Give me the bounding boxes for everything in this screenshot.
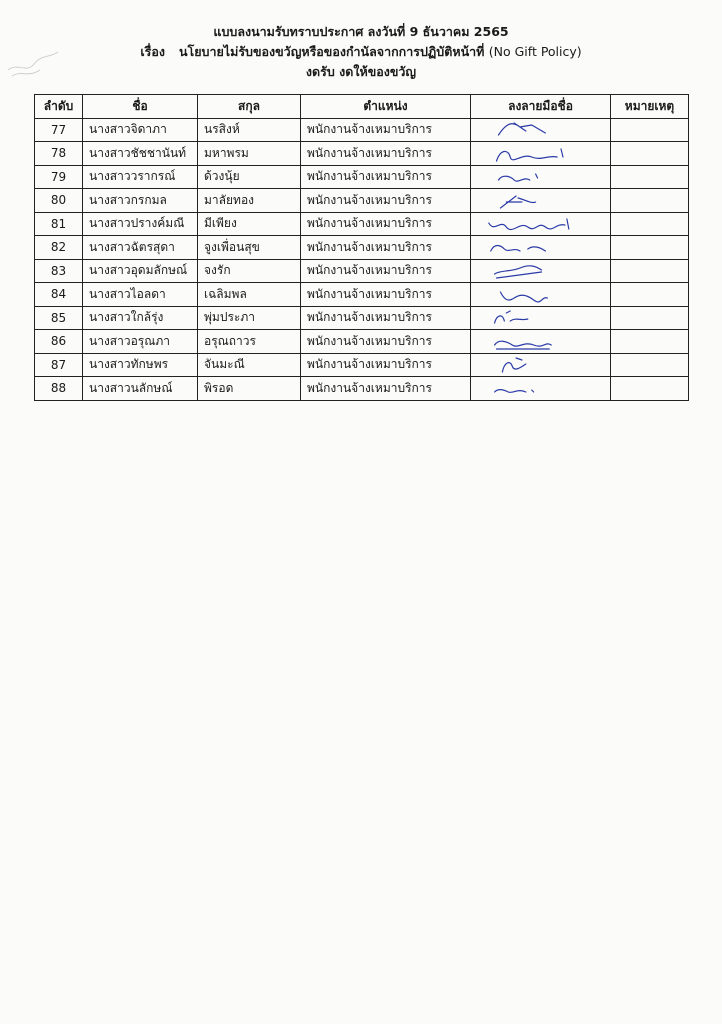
row-first-name: นางสาวไอลดา — [83, 283, 198, 307]
row-remarks — [611, 259, 689, 283]
row-position: พนักงานจ้างเหมาบริการ — [301, 353, 471, 377]
row-first-name: นางสาววรากรณ์ — [83, 165, 198, 189]
row-last-name: พิรอด — [198, 377, 301, 401]
row-number: 82 — [35, 236, 83, 260]
handwritten-signature — [477, 237, 604, 258]
handwritten-signature — [477, 166, 604, 187]
row-position: พนักงานจ้างเหมาบริการ — [301, 118, 471, 142]
row-last-name: จูงเพื่อนสุข — [198, 236, 301, 260]
signature-table — [34, 94, 689, 401]
table-row — [35, 189, 689, 213]
table-row — [35, 353, 689, 377]
row-first-name: นางสาวใกล้รุ่ง — [83, 306, 198, 330]
row-signature — [471, 259, 611, 283]
row-remarks — [611, 212, 689, 236]
document-header — [0, 22, 722, 82]
row-remarks — [611, 189, 689, 213]
row-number: 88 — [35, 377, 83, 401]
row-position: พนักงานจ้างเหมาบริการ — [301, 330, 471, 354]
row-first-name: นางสาวนลักษณ์ — [83, 377, 198, 401]
handwritten-signature — [477, 213, 604, 234]
row-remarks — [611, 283, 689, 307]
row-number: 84 — [35, 283, 83, 307]
table-row — [35, 118, 689, 142]
row-number: 86 — [35, 330, 83, 354]
table-row — [35, 212, 689, 236]
row-number: 83 — [35, 259, 83, 283]
row-first-name: นางสาวทักษพร — [83, 353, 198, 377]
row-first-name: นางสาวปรางค์มณี — [83, 212, 198, 236]
row-number: 87 — [35, 353, 83, 377]
row-number: 80 — [35, 189, 83, 213]
column-header-first-name: ชื่อ — [83, 95, 198, 119]
column-header-number: ลำดับ — [35, 95, 83, 119]
row-last-name: เฉลิมพล — [198, 283, 301, 307]
subject-label: เรื่อง — [140, 44, 165, 59]
row-remarks — [611, 306, 689, 330]
subject-text: นโยบายไม่รับของขวัญหรือของกำนัลจากการปฏิบัติหน้าที่ — [178, 44, 485, 59]
table-body — [35, 118, 689, 400]
row-position: พนักงานจ้างเหมาบริการ — [301, 306, 471, 330]
table-row — [35, 330, 689, 354]
row-remarks — [611, 377, 689, 401]
row-number: 78 — [35, 142, 83, 166]
table-header-row — [35, 95, 689, 119]
row-last-name: ด้วงนุ้ย — [198, 165, 301, 189]
column-header-remarks: หมายเหตุ — [611, 95, 689, 119]
row-position: พนักงานจ้างเหมาบริการ — [301, 259, 471, 283]
handwritten-signature — [477, 378, 604, 399]
subject-english: (No Gift Policy) — [488, 44, 582, 59]
row-last-name: มาลัยทอง — [198, 189, 301, 213]
handwritten-signature — [477, 307, 604, 328]
table-row — [35, 283, 689, 307]
row-position: พนักงานจ้างเหมาบริการ — [301, 236, 471, 260]
subject-line — [0, 42, 722, 62]
row-last-name: นรสิงห์ — [198, 118, 301, 142]
row-first-name: นางสาวชัชชานันท์ — [83, 142, 198, 166]
row-last-name: มีเพียง — [198, 212, 301, 236]
handwritten-signature — [477, 260, 604, 281]
handwritten-signature — [477, 331, 604, 352]
handwritten-signature — [477, 119, 604, 140]
row-position: พนักงานจ้างเหมาบริการ — [301, 142, 471, 166]
row-last-name: จงรัก — [198, 259, 301, 283]
table-row — [35, 142, 689, 166]
row-remarks — [611, 330, 689, 354]
row-remarks — [611, 165, 689, 189]
table-row — [35, 165, 689, 189]
row-signature — [471, 212, 611, 236]
handwritten-signature — [477, 143, 604, 164]
row-remarks — [611, 353, 689, 377]
row-number: 77 — [35, 118, 83, 142]
row-position: พนักงานจ้างเหมาบริการ — [301, 189, 471, 213]
handwritten-signature — [477, 284, 604, 305]
row-position: พนักงานจ้างเหมาบริการ — [301, 283, 471, 307]
column-header-last-name: สกุล — [198, 95, 301, 119]
handwritten-signature — [477, 190, 604, 211]
row-first-name: นางสาวฉัตรสุดา — [83, 236, 198, 260]
row-signature — [471, 283, 611, 307]
table-row — [35, 236, 689, 260]
row-first-name: นางสาวจิดาภา — [83, 118, 198, 142]
row-remarks — [611, 236, 689, 260]
table-row — [35, 259, 689, 283]
row-signature — [471, 189, 611, 213]
row-remarks — [611, 142, 689, 166]
row-first-name: นางสาวอุดมลักษณ์ — [83, 259, 198, 283]
row-first-name: นางสาวกรกมล — [83, 189, 198, 213]
row-number: 85 — [35, 306, 83, 330]
row-remarks — [611, 118, 689, 142]
row-number: 81 — [35, 212, 83, 236]
slogan: งดรับ งดให้ของขวัญ — [305, 64, 417, 79]
row-first-name: นางสาวอรุณภา — [83, 330, 198, 354]
column-header-position: ตำแหน่ง — [301, 95, 471, 119]
row-signature — [471, 118, 611, 142]
row-position: พนักงานจ้างเหมาบริการ — [301, 212, 471, 236]
handwritten-signature — [477, 354, 604, 375]
row-position: พนักงานจ้างเหมาบริการ — [301, 377, 471, 401]
row-signature — [471, 236, 611, 260]
row-position: พนักงานจ้างเหมาบริการ — [301, 165, 471, 189]
row-last-name: พุ่มประภา — [198, 306, 301, 330]
row-signature — [471, 353, 611, 377]
row-signature — [471, 306, 611, 330]
row-signature — [471, 165, 611, 189]
row-last-name: อรุณถาวร — [198, 330, 301, 354]
row-number: 79 — [35, 165, 83, 189]
row-last-name: จันมะณี — [198, 353, 301, 377]
row-signature — [471, 377, 611, 401]
table-row — [35, 306, 689, 330]
row-signature — [471, 330, 611, 354]
row-last-name: มหาพรม — [198, 142, 301, 166]
table-row — [35, 377, 689, 401]
column-header-signature: ลงลายมือชื่อ — [471, 95, 611, 119]
form-title: แบบลงนามรับทราบประกาศ ลงวันที่ 9 ธันวาคม 2565 — [213, 24, 509, 39]
row-signature — [471, 142, 611, 166]
